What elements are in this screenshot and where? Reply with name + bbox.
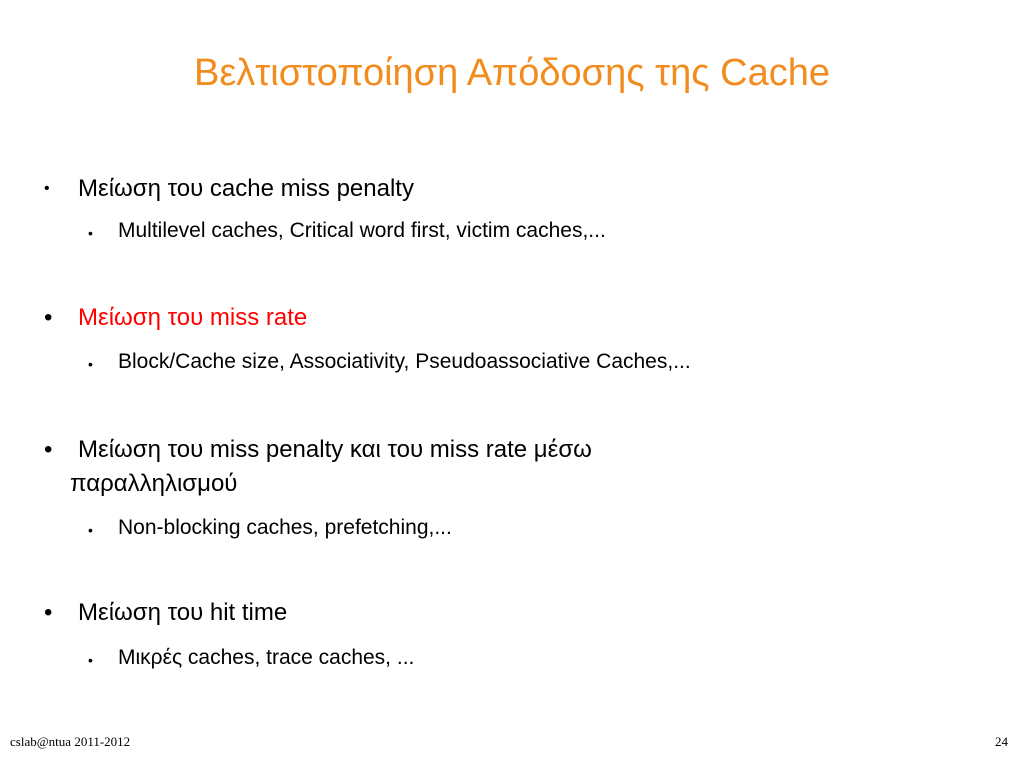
bullet-marker: • bbox=[44, 599, 53, 626]
sub-bullet-text: Multilevel caches, Critical word first, victim caches,... bbox=[118, 219, 606, 242]
sub-bullet-text: Μικρές caches, trace caches, ... bbox=[118, 646, 415, 669]
bullet-text: Μείωση του cache miss penalty bbox=[78, 175, 414, 202]
sub-bullet-marker: • bbox=[88, 652, 93, 668]
footer-copyright: cslab@ntua 2011-2012 bbox=[10, 734, 131, 749]
page-number: 24 bbox=[995, 734, 1008, 749]
sub-bullet-text: Non-blocking caches, prefetching,... bbox=[118, 516, 452, 539]
sub-bullet-marker: • bbox=[88, 356, 93, 372]
sub-bullet-marker: • bbox=[88, 522, 93, 538]
bullet-marker: • bbox=[44, 180, 50, 197]
bullet-item-3-continuation bbox=[70, 468, 237, 500]
bullet-text-line-1: Μείωση του miss penalty και του miss rate μέσω bbox=[78, 436, 592, 463]
bullet-text-highlighted: Μείωση του miss rate bbox=[78, 304, 308, 331]
bullet-text: Μείωση του hit time bbox=[78, 599, 288, 626]
sub-bullet-text: Block/Cache size, Associativity, Pseudoassociative Caches,... bbox=[118, 350, 691, 373]
sub-bullet-marker: • bbox=[88, 225, 93, 241]
slide-title: Βελτιστοποίηση Απόδοσης της Cache bbox=[194, 52, 830, 94]
bullet-marker: • bbox=[44, 304, 53, 331]
bullet-marker: • bbox=[44, 436, 53, 463]
bullet-text-line-2: παραλληλισμού bbox=[70, 470, 238, 497]
